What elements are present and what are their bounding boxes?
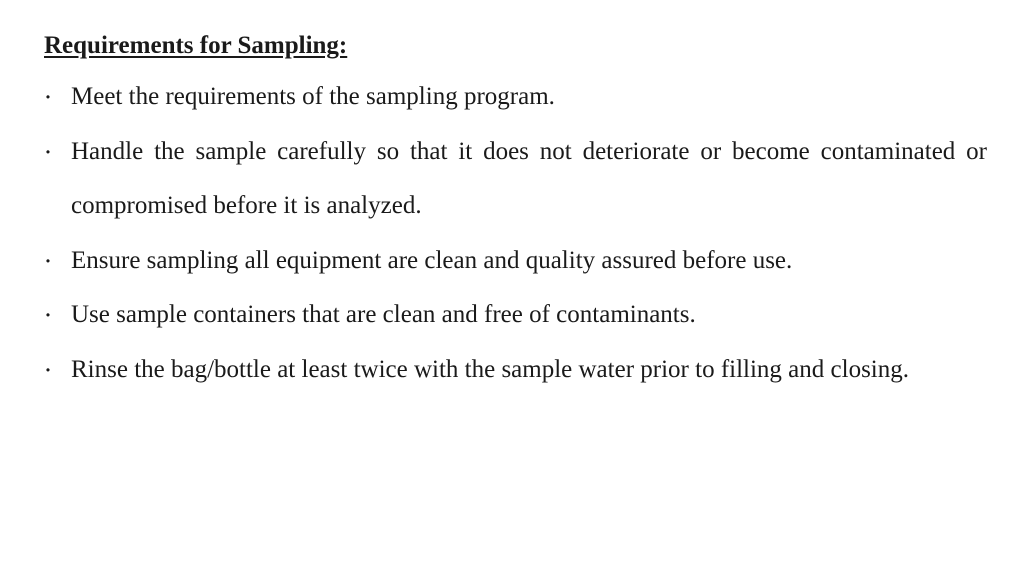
bullet-dot-icon: • <box>45 253 51 268</box>
list-item <box>0 234 1024 289</box>
slide-heading: Requirements for Sampling: <box>44 32 348 59</box>
bullet-dot-icon: • <box>45 90 51 104</box>
list-item-text: Ensure sampling all equipment are clean and quality assured before use. <box>71 246 793 274</box>
list-item <box>0 125 1024 234</box>
list-item <box>0 343 1024 398</box>
bullet-dot-icon: • <box>45 362 51 377</box>
list-item-text: Use sample containers that are clean and free of contaminants. <box>71 301 696 328</box>
requirements-list <box>0 70 1024 397</box>
list-item-text: Handle the sample carefully so that it does not deteriorate or become contaminated or compromised before it is analyzed. <box>71 137 987 219</box>
bullet-dot-icon: • <box>45 308 51 322</box>
list-item <box>0 70 1024 125</box>
bullet-dot-icon: • <box>45 144 51 159</box>
list-item <box>0 288 1024 343</box>
list-item-text: Rinse the bag/bottle at least twice with the sample water prior to filling and closing. <box>71 355 909 383</box>
list-item-text: Meet the requirements of the sampling program. <box>71 83 555 110</box>
